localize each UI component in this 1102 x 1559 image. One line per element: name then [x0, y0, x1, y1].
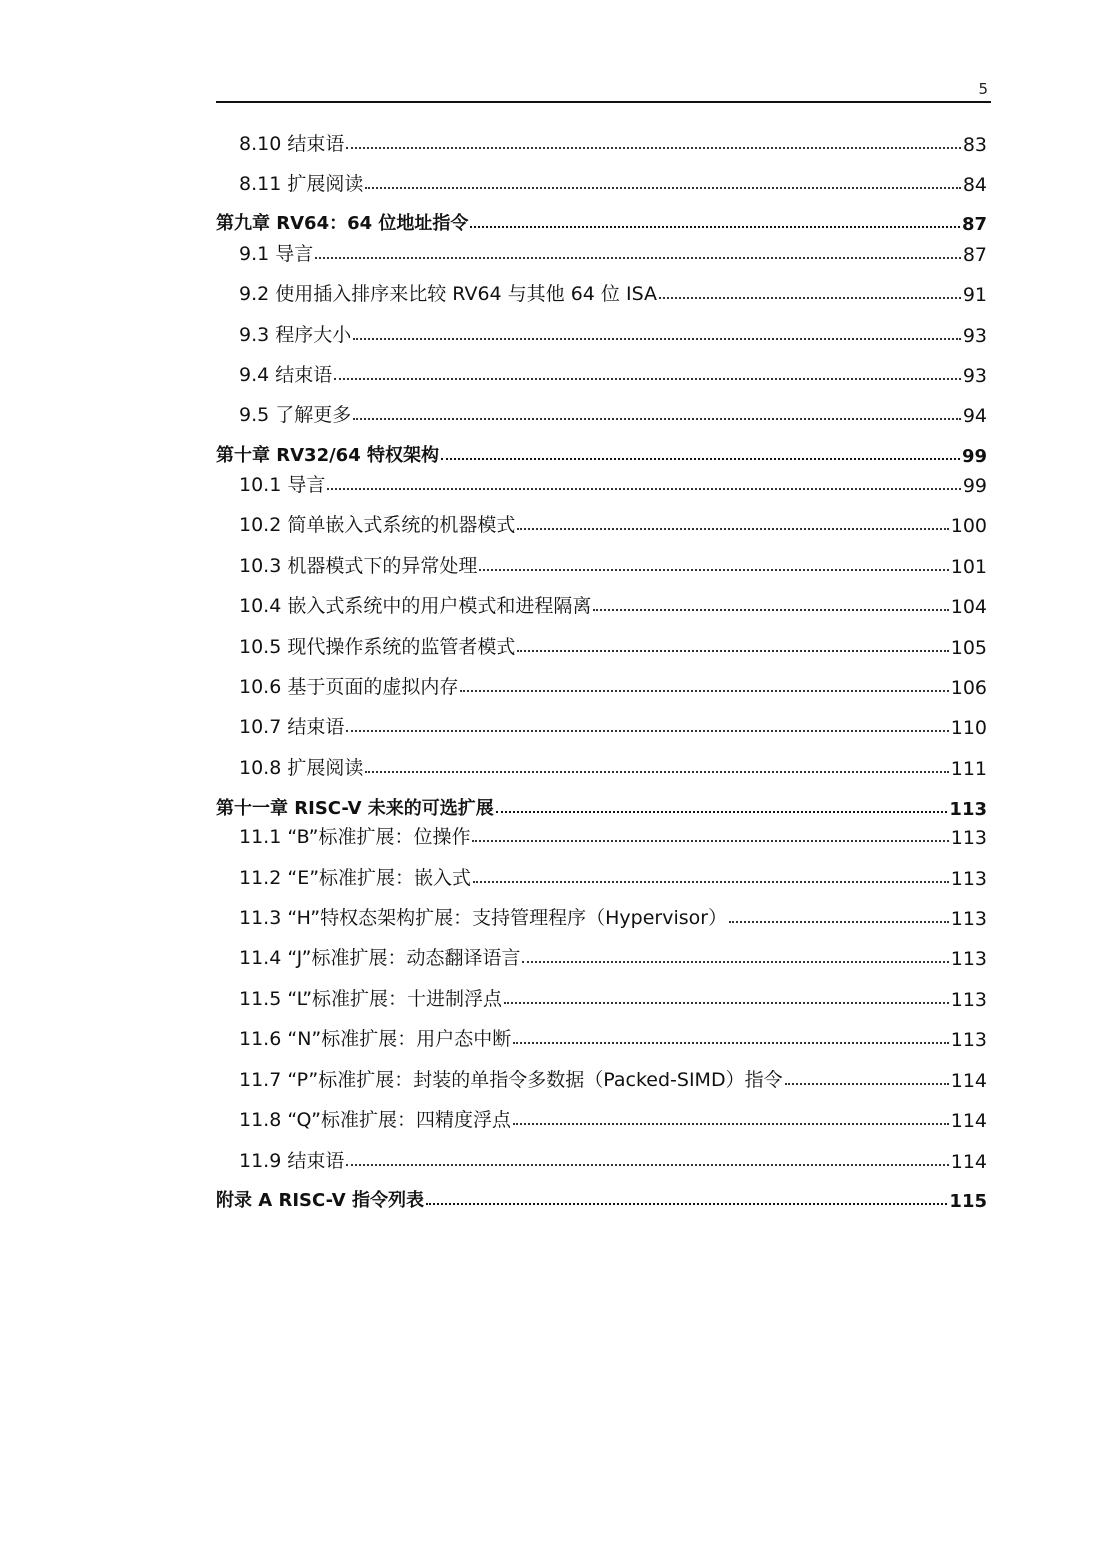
toc-section-entry[interactable]: [239, 936, 987, 970]
toc-chapter-entry[interactable]: [216, 201, 987, 235]
toc-entry-page: 93: [962, 325, 987, 347]
toc-entry-page: 113: [950, 908, 987, 930]
toc-dot-leader: [470, 226, 960, 228]
toc-entry-page: 100: [950, 515, 987, 537]
toc-section-entry[interactable]: [239, 393, 987, 427]
toc-dot-leader: [496, 811, 948, 813]
toc-chapter-entry[interactable]: [216, 433, 987, 467]
toc-dot-leader: [659, 297, 961, 299]
page-number: 5: [978, 80, 988, 98]
toc-entry-title: 10.8 扩展阅读: [239, 757, 364, 779]
toc-entry-page: 83: [962, 134, 987, 156]
toc-section-entry[interactable]: [239, 503, 987, 537]
toc-dot-leader: [365, 771, 948, 773]
toc-dot-leader: [479, 569, 948, 571]
toc-entry-page: 113: [950, 1029, 987, 1051]
toc-entry-title: 10.4 嵌入式系统中的用户模式和进程隔离: [239, 595, 592, 617]
toc-entry-title: 10.2 简单嵌入式系统的机器模式: [239, 514, 516, 536]
toc-entry-page: 93: [962, 365, 987, 387]
toc-dot-leader: [504, 1002, 949, 1004]
toc-section-entry[interactable]: [239, 625, 987, 659]
toc-section-entry[interactable]: [239, 665, 987, 699]
toc-entry-title: 11.7 “P”标准扩展：封装的单指令多数据（Packed-SIMD）指令: [239, 1069, 783, 1091]
toc-section-entry[interactable]: [239, 977, 987, 1011]
toc-dot-leader: [353, 418, 961, 420]
toc-section-entry[interactable]: [239, 232, 987, 266]
toc-entry-title: 10.3 机器模式下的异常处理: [239, 555, 478, 577]
toc-entry-page: 114: [950, 1151, 987, 1173]
toc-entry-page: 113: [950, 989, 987, 1011]
toc-entry-title: 9.2 使用插入排序来比较 RV64 与其他 64 位 ISA: [239, 283, 657, 305]
toc-dot-leader: [785, 1083, 949, 1085]
toc-dot-leader: [513, 1042, 948, 1044]
toc-dot-leader: [729, 921, 949, 923]
toc-section-entry[interactable]: [239, 584, 987, 618]
toc-dot-leader: [517, 650, 948, 652]
toc-entry-title: 11.6 “N”标准扩展：用户态中断: [239, 1028, 512, 1050]
toc-entry-page: 114: [950, 1110, 987, 1132]
toc-section-entry[interactable]: [239, 746, 987, 780]
toc-entry-page: 87: [961, 214, 987, 235]
toc-section-entry[interactable]: [239, 1139, 987, 1173]
toc-dot-leader: [460, 690, 948, 692]
toc-entry-title: 8.10 结束语: [239, 133, 345, 155]
toc-section-entry[interactable]: [239, 122, 987, 156]
toc-entry-page: 94: [962, 405, 987, 427]
toc-entry-title: 11.3 “H”特权态架构扩展：支持管理程序（Hypervisor）: [239, 907, 728, 929]
toc-entry-title: 10.6 基于页面的虚拟内存: [239, 676, 459, 698]
toc-section-entry[interactable]: [239, 856, 987, 890]
toc-section-entry[interactable]: [239, 272, 987, 306]
toc-entry-title: 11.8 “Q”标准扩展：四精度浮点: [239, 1109, 511, 1131]
toc-entry-page: 101: [950, 556, 987, 578]
toc-entry-page: 113: [949, 799, 987, 820]
toc-section-entry[interactable]: [239, 1058, 987, 1092]
toc-dot-leader: [346, 1164, 948, 1166]
toc-entry-title: 11.4 “J”标准扩展：动态翻译语言: [239, 947, 521, 969]
toc-entry-title: 第十章 RV32/64 特权架构: [216, 445, 439, 466]
header-rule: [216, 101, 991, 103]
toc-entry-page: 114: [950, 1070, 987, 1092]
toc-dot-leader: [472, 840, 948, 842]
toc-entry-title: 第十一章 RISC-V 未来的可选扩展: [216, 798, 494, 819]
toc-dot-leader: [365, 187, 960, 189]
toc-entry-title: 11.2 “E”标准扩展：嵌入式: [239, 867, 472, 889]
toc-entry-page: 113: [950, 868, 987, 890]
toc-entry-page: 113: [950, 827, 987, 849]
toc-chapter-entry[interactable]: [216, 1178, 987, 1212]
toc-dot-leader: [315, 257, 961, 259]
toc-entry-title: 11.1 “B”标准扩展：位操作: [239, 826, 471, 848]
toc-dot-leader: [593, 609, 948, 611]
toc-dot-leader: [346, 730, 948, 732]
toc-dot-leader: [334, 378, 961, 380]
toc-section-entry[interactable]: [239, 815, 987, 849]
toc-dot-leader: [346, 147, 960, 149]
toc-section-entry[interactable]: [239, 544, 987, 578]
toc-entry-page: 113: [950, 948, 987, 970]
toc-entry-title: 11.5 “L”标准扩展：十进制浮点: [239, 988, 503, 1010]
toc-entry-page: 110: [950, 717, 987, 739]
toc-entry-title: 9.4 结束语: [239, 364, 333, 386]
toc-entry-title: 10.1 导言: [239, 474, 326, 496]
toc-dot-leader: [353, 338, 961, 340]
toc-dot-leader: [327, 488, 960, 490]
toc-dot-leader: [517, 528, 948, 530]
toc-section-entry[interactable]: [239, 1017, 987, 1051]
toc-entry-title: 9.5 了解更多: [239, 404, 352, 426]
toc-entry-title: 9.3 程序大小: [239, 324, 352, 346]
toc-section-entry[interactable]: [239, 162, 987, 196]
toc-section-entry[interactable]: [239, 313, 987, 347]
toc-entry-page: 115: [949, 1191, 987, 1212]
toc-dot-leader: [522, 961, 948, 963]
toc-dot-leader: [441, 458, 960, 460]
toc-section-entry[interactable]: [239, 463, 987, 497]
toc-entry-title: 11.9 结束语: [239, 1150, 345, 1172]
toc-entry-title: 10.5 现代操作系统的监管者模式: [239, 636, 516, 658]
toc-entry-page: 106: [950, 677, 987, 699]
toc-entry-title: 附录 A RISC-V 指令列表: [216, 1190, 424, 1211]
toc-entry-title: 8.11 扩展阅读: [239, 173, 364, 195]
toc-entry-page: 84: [962, 174, 987, 196]
toc-dot-leader: [426, 1203, 947, 1205]
toc-entry-page: 105: [950, 637, 987, 659]
toc-dot-leader: [513, 1123, 949, 1125]
toc-entry-title: 9.1 导言: [239, 243, 314, 265]
toc-entry-page: 99: [962, 475, 987, 497]
toc-dot-leader: [473, 881, 949, 883]
toc-section-entry[interactable]: [239, 705, 987, 739]
toc-section-entry[interactable]: [239, 896, 987, 930]
toc-entry-page: 104: [950, 596, 987, 618]
toc-entry-title: 10.7 结束语: [239, 716, 345, 738]
toc-section-entry[interactable]: [239, 353, 987, 387]
toc-entry-page: 91: [962, 284, 987, 306]
toc-entry-page: 99: [961, 446, 987, 467]
toc-entry-title: 第九章 RV64：64 位地址指令: [216, 213, 469, 234]
toc-section-entry[interactable]: [239, 1098, 987, 1132]
toc-entry-page: 87: [962, 244, 987, 266]
toc-entry-page: 111: [950, 758, 987, 780]
